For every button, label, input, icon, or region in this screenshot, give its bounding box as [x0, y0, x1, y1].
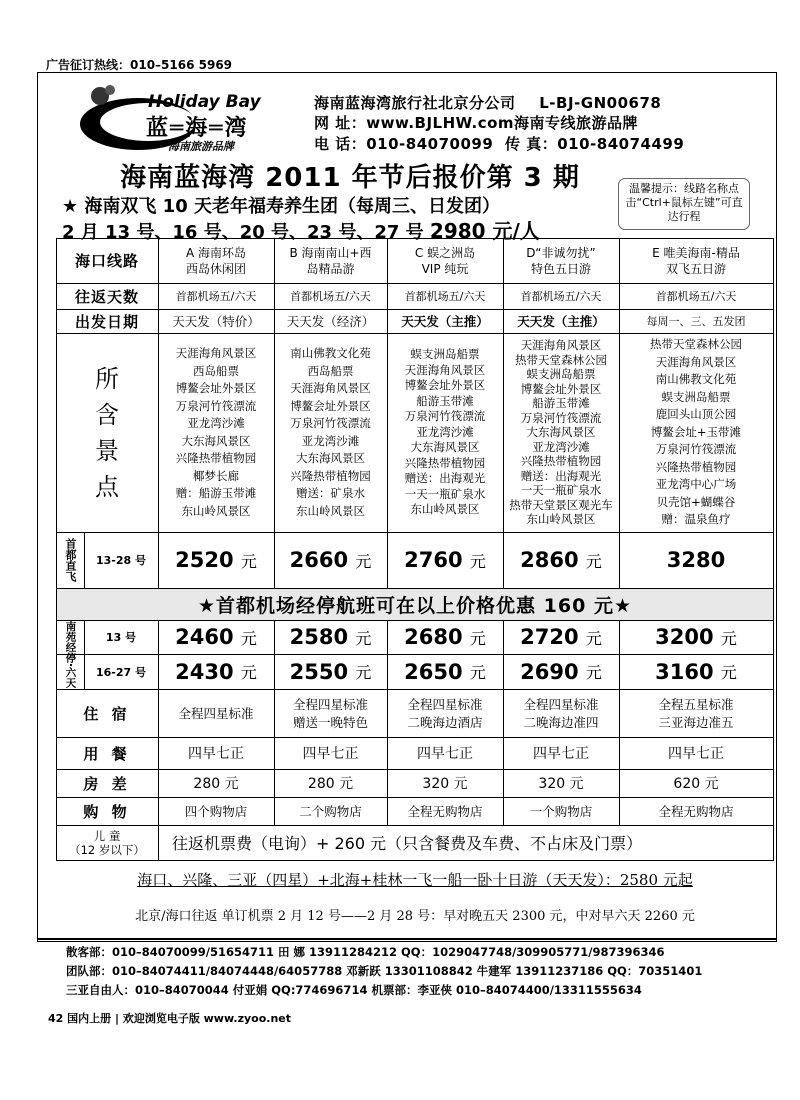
direct-dates: 13-28 号 [95, 554, 146, 567]
child-label-line1: 儿 童 [93, 828, 121, 843]
page-title: 海南蓝海湾 2011 年节后报价第 3 期 [120, 163, 580, 193]
lodging-text: 全程四星标准 [292, 697, 368, 712]
route-c-line2: VIP 纯玩 [421, 261, 469, 276]
spot-item: 热带天堂森林公园 [515, 352, 607, 367]
contact-line: 散客部：010–84070099/51654711 田 娜 13911284212 QQ：1029047748/309905771/987396346 [66, 945, 665, 959]
yuan-unit: 元 [240, 628, 257, 648]
direct-price-a [158, 532, 274, 588]
price-value: 2660 [289, 548, 349, 572]
spot-item: 万泉河竹筏漂流 [175, 398, 257, 413]
shop-a: 四个购物店 [184, 804, 248, 819]
route-e[interactable] [619, 238, 773, 283]
price-value: 2550 [289, 659, 349, 684]
spot-item: 万泉河竹筏漂流 [404, 409, 486, 424]
route-a-line1: A 海南环岛 [185, 245, 247, 260]
spot-item: 天涯海角风景区 [655, 354, 737, 369]
nanyuan-label: 南苑经停·六天 [64, 621, 77, 688]
route-b-line2: 岛精品游 [306, 261, 355, 276]
price-value: 2680 [404, 625, 463, 649]
logo-text-en: Holiday Bay [148, 92, 261, 112]
route-d[interactable] [503, 238, 619, 283]
discount-banner: ★首都机场经停航班可在以上价格优惠 160 元★ [57, 589, 773, 620]
nanyuan-price [619, 620, 773, 654]
spot-item: 博鳌会址外景区 [520, 381, 602, 396]
spots-label-char: 景 [95, 436, 119, 465]
spot-item: 蜈支洲岛船票 [410, 347, 480, 362]
spot-item: 南山佛教文化苑 [655, 372, 737, 387]
contact-line: 团队部：010–84074411/84074448/64057788 邓新跃 13301108842 牛建军 13911237186 QQ：70351401 [66, 964, 703, 978]
price-value: 3280 [666, 548, 726, 572]
room-d: 320 元 [538, 776, 584, 792]
price-value: 2580 [289, 625, 349, 649]
spot-item: 东山岭风景区 [181, 503, 251, 518]
spots-label-char: 所 [95, 364, 119, 393]
tour-name[interactable]: ★ 海南双飞 10 天老年福寿养生团（每周三、日发团） [62, 196, 500, 217]
spot-item: 博鳌会址外景区 [175, 381, 257, 395]
yuan-unit: 元 [720, 628, 737, 648]
shop-e: 全程无购物店 [658, 804, 734, 819]
direct-price-d [503, 532, 619, 588]
route-d-line2: 特色五日游 [530, 261, 591, 276]
lodging-text: 赠送一晚特色 [292, 715, 368, 730]
route-a[interactable] [158, 238, 274, 283]
nanyuan-price [619, 654, 773, 689]
spot-item: 大东海风景区 [526, 425, 596, 440]
room-e: 620 元 [673, 776, 719, 792]
price-value: 2650 [404, 659, 463, 684]
days-label: 往返天数 [74, 287, 139, 306]
phone-label: 电 话： [314, 135, 367, 153]
depart-b: 天天发（经济） [286, 314, 375, 329]
spots-a [158, 333, 274, 532]
spot-item: 赠送：出海观光 [404, 471, 486, 486]
spot-item: 蜈支洲岛船票 [526, 367, 596, 382]
nanyuan-price [387, 654, 503, 689]
lodging-text: 三亚海边准五 [658, 715, 734, 730]
spot-item: 西岛船票 [307, 363, 354, 378]
direct-price-b [274, 532, 387, 588]
nanyuan-price [503, 654, 619, 689]
agency-line2 [314, 112, 638, 133]
room-label: 房 差 [83, 774, 131, 793]
yuan-unit: 元 [469, 551, 486, 571]
route-label: 海口线路 [74, 252, 139, 270]
meals-d: 四早七正 [533, 746, 589, 762]
web-url[interactable]: www.BJLHW.com [366, 114, 515, 132]
room-a: 280 元 [193, 776, 239, 792]
spot-item: 万泉河竹筏漂流 [520, 410, 602, 425]
direct-price-e [619, 532, 773, 588]
nanyuan-dates-2: 16-27 号 [95, 665, 146, 679]
extra-tour[interactable]: 海口、兴隆、三亚（四星）+北海+桂林一飞一船一卧十日游（天天发）：2580 元起 [137, 871, 693, 889]
phone-number: 010-84070099 [366, 135, 494, 153]
spot-item: 东山岭风景区 [296, 503, 365, 518]
ticket-note: 北京/海口往返 单订机票 2 月 12 号——2 月 28 号：早对晚五天 2300 元，中对早六天 2260 元 [135, 909, 695, 924]
logo [78, 84, 308, 154]
spot-item: 天涯海角风景区 [290, 381, 371, 395]
meals-c: 四早七正 [417, 746, 473, 762]
spot-item: 赠送：出海观光 [520, 468, 602, 483]
nanyuan-price [274, 654, 387, 689]
direct-price-c [387, 532, 503, 588]
spot-item: 蜈支洲岛船票 [661, 389, 731, 404]
yuan-unit: 元 [240, 663, 257, 682]
lodging-text: 全程四星标准 [407, 697, 483, 712]
shop-c: 全程无购物店 [407, 804, 483, 819]
nanyuan-price [158, 620, 274, 654]
lodging-d [503, 689, 619, 737]
lodging-a [158, 689, 274, 737]
spot-item: 兴隆热带植物园 [290, 468, 371, 483]
spot-item: 亚龙湾沙滩 [301, 433, 360, 448]
yuan-unit: 元 [585, 628, 602, 648]
spot-item: 博鳌会址外景区 [290, 398, 371, 413]
tip-box: 温馨提示：线路名称点击“Ctrl+鼠标左键”可直达行程 [618, 178, 750, 230]
days-b: 首都机场五/六天 [290, 290, 371, 303]
meals-a: 四早七正 [188, 746, 244, 762]
lodging-text: 全程五星标准 [658, 697, 734, 712]
web-label: 网 址： [314, 114, 367, 132]
nanyuan-price [503, 620, 619, 654]
lodging-b [274, 689, 387, 737]
route-e-line1: E 唯美海南-精品 [652, 245, 740, 260]
spot-item: 一天一瓶矿泉水 [520, 483, 602, 498]
route-b[interactable] [274, 238, 387, 283]
spot-item: 兴隆热带植物园 [655, 459, 737, 474]
ad-hotline: 广告征订热线：010–5166 5969 [46, 58, 233, 72]
route-e-line2: 双飞五日游 [665, 261, 726, 276]
spot-item: 热带天堂景区观光车 [509, 497, 613, 512]
direct-label: 首都直飞 [64, 538, 77, 582]
tour-price: 2980 元/人 [429, 219, 540, 243]
nanyuan-price [387, 620, 503, 654]
lodging-label: 住 宿 [83, 704, 131, 723]
price-value: 2720 [520, 625, 579, 649]
route-d-line1: D“非诚勿扰” [526, 245, 596, 260]
spots-e [619, 333, 773, 532]
spot-item: 大东海风景区 [410, 440, 480, 455]
spot-item: 船游玉带滩 [416, 393, 474, 408]
price-value: 2690 [520, 659, 579, 684]
price-value: 2860 [520, 548, 579, 572]
lodging-text: 全程四星标准 [523, 697, 599, 712]
web-slogan: 海南专线旅游品牌 [514, 114, 639, 132]
room-b: 280 元 [307, 776, 354, 792]
agency-line3 [314, 133, 684, 154]
route-c-line1: C 蜈之洲岛 [414, 245, 476, 260]
spot-item: 一天一瓶矿泉水 [404, 486, 486, 501]
spots-c [387, 333, 503, 532]
days-d: 首都机场五/六天 [520, 290, 602, 303]
price-value: 3160 [655, 659, 714, 684]
yuan-unit: 元 [355, 551, 372, 571]
page-footer: 42 国内上册 | 欢迎浏览电子版 www.zyoo.net [48, 1012, 292, 1025]
spot-item: 亚龙湾沙滩 [187, 416, 245, 430]
spot-item: 船游玉带滩 [532, 396, 590, 411]
depart-a: 天天发（特价） [172, 314, 260, 329]
yuan-unit: 元 [585, 663, 602, 682]
depart-c: 天天发（主推） [401, 314, 489, 329]
depart-e: 每周一、三、五发团 [646, 315, 746, 328]
yuan-unit: 元 [585, 551, 602, 571]
yuan-unit: 元 [355, 663, 372, 682]
agency-license: L-BJ-GN00678 [539, 94, 662, 112]
spot-item: 赠：船游玉带滩 [175, 486, 257, 500]
spot-item: 天涯海角风景区 [175, 346, 257, 360]
spot-item: 赠送：矿泉水 [296, 486, 365, 500]
agency-name: 海南蓝海湾旅行社北京分公司 [314, 94, 516, 112]
days-e: 首都机场五/六天 [655, 290, 737, 303]
yuan-unit: 元 [240, 551, 257, 571]
lodging-text: 二晚海边准四 [523, 715, 599, 730]
room-c: 320 元 [422, 776, 468, 792]
lodging-e [619, 689, 773, 737]
spot-item: 东山岭风景区 [526, 512, 596, 527]
spot-item: 兴隆热带植物园 [520, 454, 602, 469]
spot-item: 大东海风景区 [296, 451, 365, 465]
price-value: 2460 [175, 625, 234, 649]
yuan-unit: 元 [355, 628, 372, 648]
nanyuan-price [274, 620, 387, 654]
price-value: 3200 [655, 625, 714, 649]
spot-item: 博鳌会址+玉带滩 [650, 424, 742, 439]
spots-d [503, 333, 619, 532]
spot-item: 贝壳馆+蝴蝶谷 [656, 494, 736, 509]
fax-label: 传 真： [505, 135, 558, 153]
shop-label: 购 物 [83, 802, 131, 821]
child-label-line2: （12 岁以下） [69, 842, 145, 857]
yuan-unit: 元 [720, 663, 737, 682]
logo-text-cn: 蓝═海═湾 [146, 116, 249, 141]
spot-item: 南山佛教文化苑 [290, 346, 371, 360]
meals-label: 用 餐 [83, 744, 131, 763]
spot-item: 天涯海角风景区 [404, 362, 486, 377]
spots-label-char: 点 [95, 472, 119, 501]
child-text: 往返机票费（电询）+ 260 元（只含餐费及车费、不占床及门票） [172, 834, 643, 853]
depart-d: 天天发（主推） [517, 314, 605, 329]
spot-item: 鹿回头山顶公园 [655, 407, 737, 422]
price-value: 2520 [175, 548, 234, 572]
spot-item: 大东海风景区 [181, 433, 251, 448]
days-c: 首都机场五/六天 [404, 290, 486, 303]
depart-label: 出发日期 [74, 312, 139, 331]
child-label [56, 825, 158, 860]
yuan-unit: 元 [469, 628, 486, 648]
spots-label-char: 含 [95, 400, 119, 429]
lodging-text: 全程四星标准 [178, 706, 254, 721]
spot-item: 椰梦长廊 [193, 468, 239, 483]
spot-item: 博鳌会址外景区 [404, 378, 486, 393]
shop-d: 一个购物店 [529, 804, 593, 819]
days-a: 首都机场五/六天 [175, 290, 257, 303]
spot-item: 亚龙湾沙滩 [532, 439, 590, 454]
tour-dates: 2 月 13 号、16 号、20 号、23 号、27 号 [62, 222, 424, 243]
meals-e: 四早七正 [668, 746, 724, 762]
spot-item: 兴隆热带植物园 [404, 455, 486, 470]
shop-b: 二个购物店 [299, 804, 362, 819]
price-value: 2760 [404, 548, 463, 572]
spot-item: 西岛船票 [193, 363, 239, 378]
spot-item: 万泉河竹筏漂流 [655, 442, 737, 457]
lodging-c [387, 689, 503, 737]
yuan-unit: 元 [469, 663, 486, 682]
spots-label [56, 333, 158, 532]
spot-item: 天涯海角风景区 [520, 338, 602, 353]
price-value: 2430 [175, 659, 234, 684]
spot-item: 万泉河竹筏漂流 [290, 416, 371, 430]
route-c[interactable] [387, 238, 503, 283]
contact-line: 三亚自由人：010–84070044 付亚娟 QQ:774696714 机票部：李亚侠 010–84074400/13311555634 [66, 983, 642, 997]
price-table [56, 238, 774, 860]
meals-b: 四早七正 [302, 746, 359, 762]
spot-item: 兴隆热带植物园 [175, 451, 257, 465]
spot-item: 热带天堂森林公园 [650, 337, 742, 352]
spot-item: 东山岭风景区 [410, 502, 480, 517]
route-b-line1: B 海南南山+西 [289, 245, 372, 260]
spot-item: 赠：温泉鱼疗 [661, 512, 731, 527]
spot-item: 亚龙湾中心广场 [655, 477, 737, 492]
spots-b [274, 333, 387, 532]
agency-line1 [314, 92, 661, 113]
logo-tagline: 海南旅游品牌 [168, 140, 234, 153]
nanyuan-dates-1: 13 号 [105, 631, 137, 644]
fax-number: 010-84074499 [557, 135, 685, 153]
route-a-line2: 西岛休闲团 [185, 261, 246, 276]
lodging-text: 二晚海边酒店 [407, 715, 483, 730]
spot-item: 亚龙湾沙滩 [416, 424, 474, 439]
divider [37, 938, 777, 940]
nanyuan-price [158, 654, 274, 689]
